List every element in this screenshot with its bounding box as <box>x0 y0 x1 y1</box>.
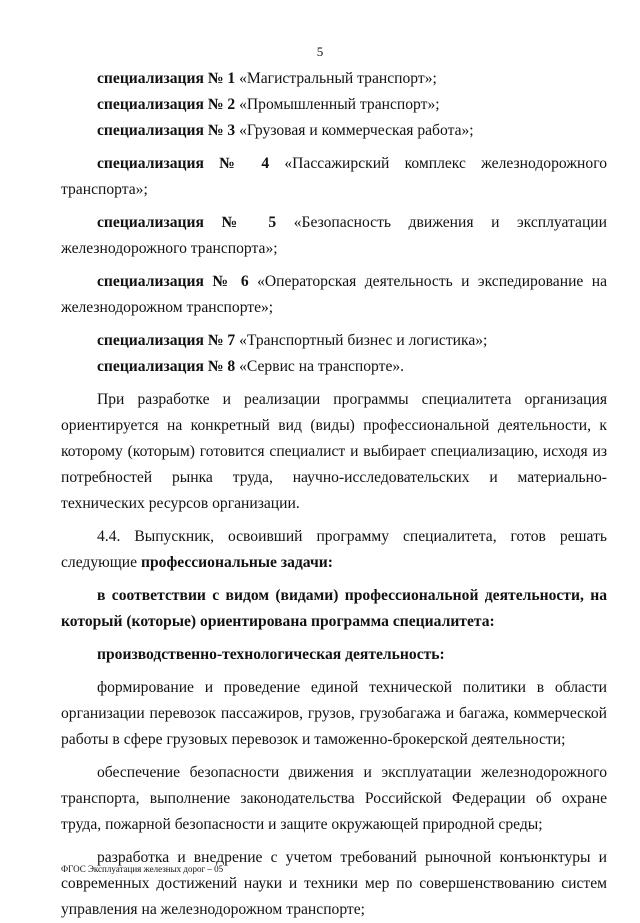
specialization-name: «Безопасность движения и эксплуатации железнодорожного транспорта»; <box>61 214 607 257</box>
specialization-label: специализация № 5 <box>97 214 277 231</box>
task-paragraph: формирование и проведение единой технической политики в области организации перевозок пассажиров, грузов, грузобагажа и багажа, коммерческой работы в сфере грузовых перевозок и таможенно-брокерской деятельности; <box>61 679 607 748</box>
graduate-lead-text: 4.4. Выпускник, освоивший программу специалитета, готов решать следующие <box>61 528 607 571</box>
specialization-label: специализация № 4 <box>97 155 270 172</box>
orientation-paragraph: При разработке и реализации программы специалитета организация ориентируется на конкретный вид (виды) профессиональной деятельности, к которому (которым) готовится специалист и выбирает специализацию, исходя из потребностей рынка труда, научно-исследовательских и материально-технических ресурсов организации. <box>61 391 607 512</box>
graduate-paragraph <box>61 524 607 576</box>
task-paragraph: разработка и внедрение с учетом требований рыночной конъюнктуры и современных достижений науки и техники мер по совершенствованию систем управления на железнодорожном транспорте; <box>61 849 607 918</box>
activity-heading-text: производственно-технологическая деятельность: <box>97 646 445 663</box>
specialization-item <box>61 151 607 203</box>
specialization-name: «Транспортный бизнес и логистика»; <box>235 332 488 349</box>
specialization-item <box>61 210 607 262</box>
specialization-item <box>61 92 607 118</box>
accordance-paragraph <box>61 583 607 635</box>
specialization-item <box>61 269 607 321</box>
specialization-name: «Пассажирский комплекс железнодорожного транспорта»; <box>61 155 608 198</box>
document-footer: ФГОС Эксплуатация железных дорог – 05 <box>61 864 224 874</box>
specialization-name: «Магистральный транспорт»; <box>235 70 437 87</box>
task-paragraph: обеспечение безопасности движения и эксплуатации железнодорожного транспорта, выполнение законодательства Российской Федерации об охране труда, пожарной безопасности и защите окружающей природной среды; <box>61 764 607 833</box>
specialization-label: специализация № 7 <box>97 332 236 349</box>
specialization-label: специализация № 1 <box>97 70 236 87</box>
page-number: 5 <box>316 44 324 59</box>
document-body <box>61 66 607 923</box>
specialization-name: «Промышленный транспорт»; <box>235 96 440 113</box>
accordance-text: в соответствии с видом (видами) профессиональной деятельности, на который (которые) ориентирована программа специалитета: <box>61 587 607 630</box>
specialization-label: специализация № 8 <box>97 358 236 375</box>
specialization-name: «Операторская деятельность и экспедирование на железнодорожном транспорте»; <box>61 273 607 316</box>
specialization-label: специализация № 2 <box>97 96 236 113</box>
specialization-item <box>61 354 607 380</box>
specialization-label: специализация № 6 <box>97 273 249 290</box>
professional-tasks-label: профессиональные задачи: <box>140 554 333 571</box>
activity-heading <box>61 642 607 668</box>
specialization-name: «Грузовая и коммерческая работа»; <box>235 122 474 139</box>
specialization-label: специализация № 3 <box>97 122 236 139</box>
specialization-item <box>61 118 607 144</box>
specialization-item <box>61 66 607 92</box>
specialization-item <box>61 328 607 354</box>
specialization-name: «Сервис на транспорте». <box>235 358 405 375</box>
